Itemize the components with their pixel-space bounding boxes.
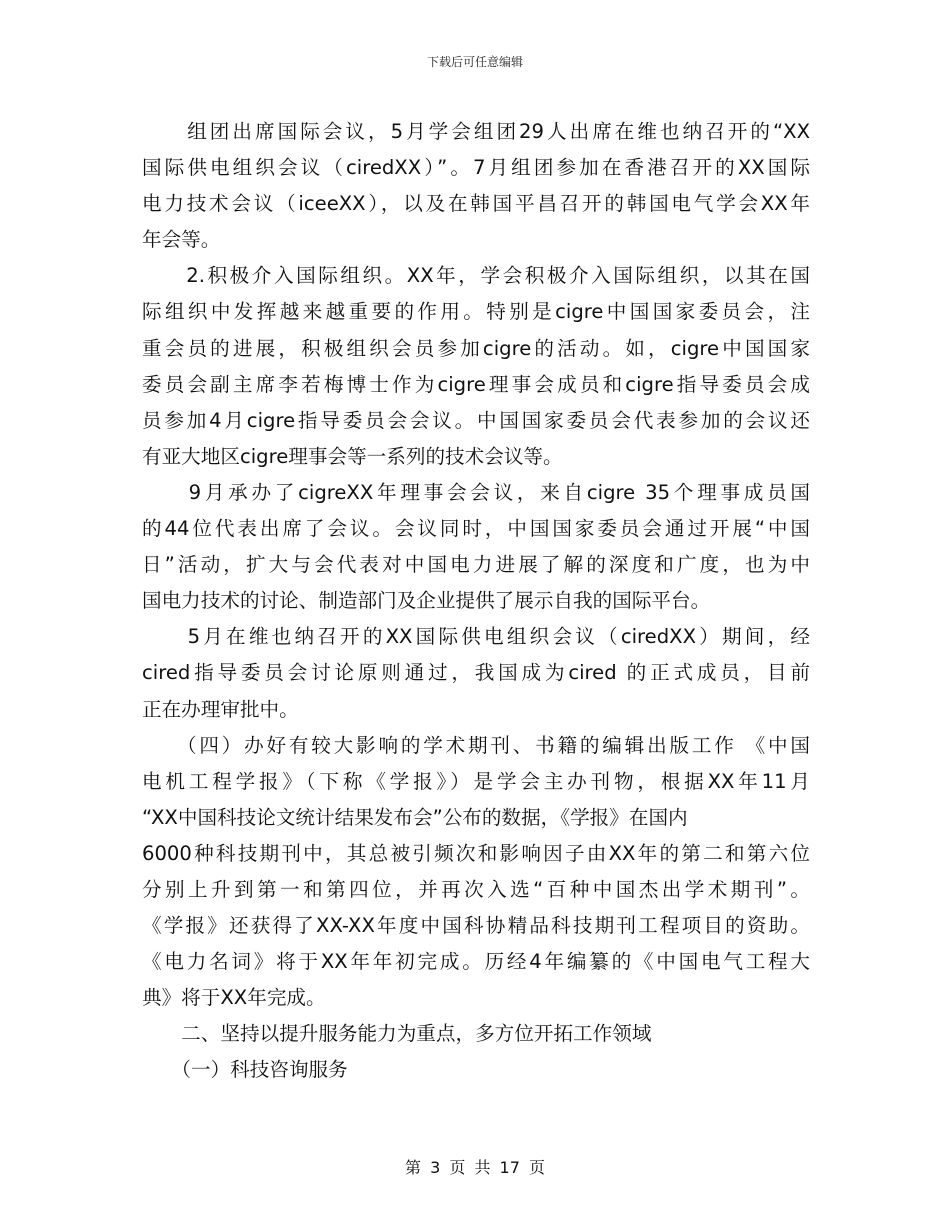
page-header: 下载后可任意编辑 bbox=[426, 55, 523, 69]
text-line: 正在办理审批中。 bbox=[142, 697, 299, 721]
text-line: 电力技术会议（iceeXX），以及在韩国平昌召开的韩国电气学会XX年 bbox=[142, 192, 810, 216]
text-line: 国电力技术的讨论、制造部门及企业提供了展示自我的国际平台。 bbox=[142, 589, 711, 613]
text-line: 《电力名词》将于XX年年初完成。历经4年编纂的《中国电气工程大 bbox=[142, 950, 810, 974]
text-line: 员参加4月cigre指导委员会会议。中国国家委员会代表参加的会议还 bbox=[142, 408, 810, 432]
text-line: 5月在维也纳召开的XX国际供电组织会议（ciredXX）期间，经 bbox=[142, 625, 810, 649]
text-line: 6000种科技期刊中，其总被引频次和影响因子由XX年的第二和第六位 bbox=[142, 841, 810, 865]
text-line: 电机工程学报》（下称《学报》）是学会主办刊物，根据XX年11月 bbox=[142, 769, 810, 793]
text-line: 二、坚持以提升服务能力为重点，多方位开拓工作领域 bbox=[142, 1022, 652, 1046]
text-line: 委员会副主席李若梅博士作为cigre理事会成员和cigre指导委员会成 bbox=[142, 372, 810, 396]
text-line: 9月承办了cigreXX年理事会会议，来自cigre 35个理事成员国 bbox=[142, 480, 810, 504]
text-line: 国际供电组织会议（ciredXX）”。7月组团参加在香港召开的XX国际 bbox=[142, 156, 810, 180]
text-line: （一）科技咨询服务 bbox=[142, 1058, 348, 1082]
text-line: 年会等。 bbox=[142, 228, 221, 252]
text-line: 的44位代表出席了会议。会议同时，中国国家委员会通过开展“中国 bbox=[142, 517, 810, 541]
text-line: 有亚大地区cigre理事会等一系列的技术会议等。 bbox=[142, 444, 563, 468]
text-line: 组团出席国际会议，5月学会组团29人出席在维也纳召开的“XX bbox=[142, 120, 810, 143]
text-line: （四）办好有较大影响的学术期刊、书籍的编辑出版工作 《中国 bbox=[142, 733, 810, 757]
text-line: “XX中国科技论文统计结果发布会”公布的数据，《学报》在国内 bbox=[142, 805, 688, 829]
text-line: cired指导委员会讨论原则通过，我国成为cired 的正式成员，目前 bbox=[142, 661, 810, 685]
text-line: 《学报》还获得了XX-XX年度中国科协精品科技期刊工程项目的资助。 bbox=[142, 914, 810, 938]
text-line: 典》将于XX年完成。 bbox=[142, 986, 326, 1010]
text-line: 分别上升到第一和第四位，并再次入选“百种中国杰出学术期刊”。 bbox=[142, 877, 810, 901]
text-line: 日”活动，扩大与会代表对中国电力进展了解的深度和广度，也为中 bbox=[142, 553, 810, 577]
text-line: 2.积极介入国际组织。XX年，学会积极介入国际组织，以其在国 bbox=[142, 264, 810, 288]
text-line: 重会员的进展，积极组织会员参加cigre的活动。如，cigre中国国家 bbox=[142, 336, 810, 360]
page-number: 第 3 页 共 17 页 bbox=[405, 1158, 545, 1177]
text-line: 际组织中发挥越来越重要的作用。特别是cigre中国国家委员会，注 bbox=[142, 300, 810, 324]
document-body bbox=[142, 114, 810, 1089]
